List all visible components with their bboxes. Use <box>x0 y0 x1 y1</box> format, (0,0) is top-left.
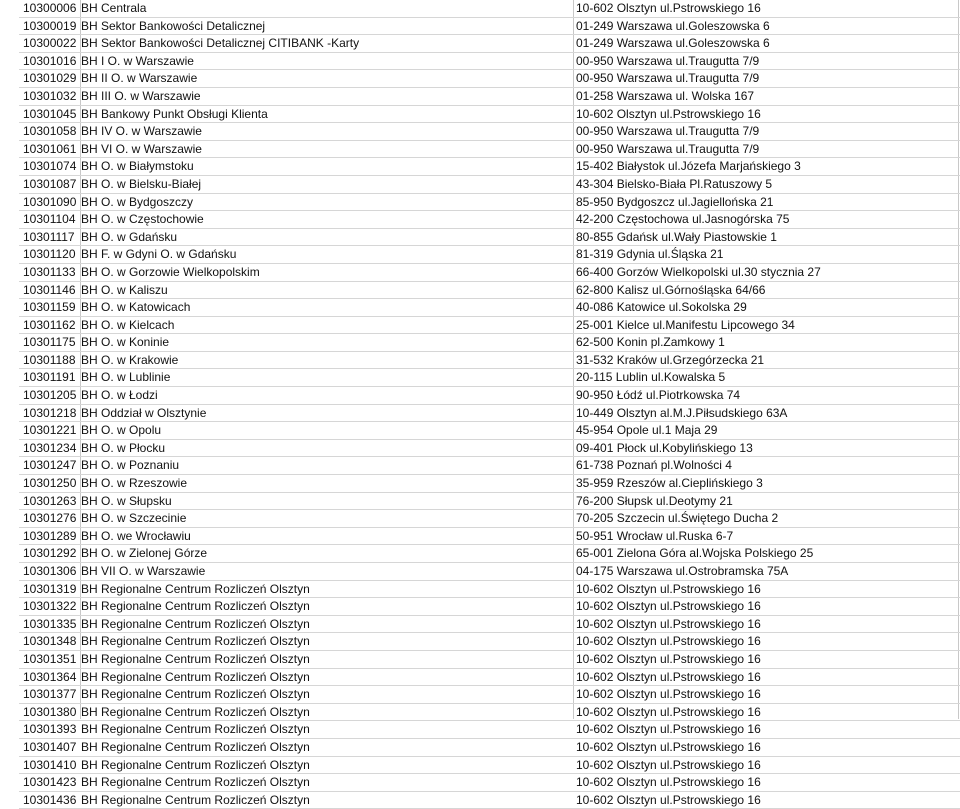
branch-code: 10301032 <box>23 88 77 103</box>
branch-name: BH Regionalne Centrum Rozliczeń Olsztyn <box>81 757 310 772</box>
branch-name: BH VI O. w Warszawie <box>81 141 202 156</box>
table-row <box>19 0 960 18</box>
table-row <box>19 88 960 106</box>
branch-name: BH Sektor Bankowości Detalicznej <box>81 18 266 33</box>
table-row <box>19 510 960 528</box>
branch-address: 65-001 Zielona Góra al.Wojska Polskiego 25 <box>576 546 814 561</box>
branch-name: BH Regionalne Centrum Rozliczeń Olsztyn <box>81 651 310 666</box>
branch-address: 10-602 Olsztyn ul.Pstrowskiego 16 <box>576 599 761 614</box>
branch-code: 10301306 <box>23 564 77 578</box>
branch-name: BH O. w Katowicach <box>81 300 191 315</box>
table-row <box>19 739 960 757</box>
branch-address: 80-855 Gdańsk ul.Wały Piastowskie 1 <box>576 229 777 244</box>
table-row <box>19 246 960 264</box>
branch-code: 10301289 <box>23 528 77 543</box>
table-row <box>19 282 960 300</box>
branch-address: 00-950 Warszawa ul.Traugutta 7/9 <box>576 53 760 68</box>
branch-address: 42-200 Częstochowa ul.Jasnogórska 75 <box>576 212 790 227</box>
table-row <box>19 141 960 159</box>
branch-address: 10-602 Olsztyn ul.Pstrowskiego 16 <box>576 739 761 754</box>
branch-address: 10-602 Olsztyn ul.Pstrowskiego 16 <box>576 651 761 666</box>
branch-address: 25-001 Kielce ul.Manifestu Lipcowego 34 <box>576 317 795 332</box>
branch-code: 10301410 <box>23 757 77 772</box>
branch-code: 10301377 <box>23 687 77 702</box>
branch-code: 10301159 <box>23 300 76 315</box>
branch-name: BH F. w Gdyni O. w Gdańsku <box>81 247 237 262</box>
table-row <box>19 35 960 53</box>
branch-name: BH O. w Gorzowie Wielkopolskim <box>81 264 260 279</box>
branch-address: 10-602 Olsztyn ul.Pstrowskiego 16 <box>576 792 761 807</box>
branch-name: BH III O. w Warszawie <box>81 88 201 103</box>
branch-name: BH O. w Rzeszowie <box>81 476 188 491</box>
branch-address: 45-954 Opole ul.1 Maja 29 <box>576 423 718 438</box>
branch-code: 10301393 <box>23 722 77 737</box>
branch-name: BH I O. w Warszawie <box>81 53 194 68</box>
table-row <box>19 581 960 599</box>
branch-address: 76-200 Słupsk ul.Deotymy 21 <box>576 493 733 508</box>
branch-address: 04-175 Warszawa ul.Ostrobramska 75A <box>576 564 789 578</box>
branch-code: 10301120 <box>23 247 76 262</box>
branch-code: 10301058 <box>23 124 77 139</box>
table-row <box>19 563 960 581</box>
table-row <box>19 317 960 335</box>
table-row <box>19 369 960 387</box>
branch-address: 50-951 Wrocław ul.Ruska 6-7 <box>576 528 734 543</box>
bank-branch-table <box>19 0 960 809</box>
branch-name: BH O. w Krakowie <box>81 352 179 367</box>
branch-name: BH O. w Zielonej Górze <box>81 546 208 561</box>
branch-address: 00-950 Warszawa ul.Traugutta 7/9 <box>576 141 760 156</box>
branch-name: BH Regionalne Centrum Rozliczeń Olsztyn <box>81 792 310 807</box>
table-row <box>19 334 960 352</box>
branch-code: 10301045 <box>23 106 77 121</box>
branch-address: 62-500 Konin pl.Zamkowy 1 <box>576 335 725 350</box>
branch-code: 10301221 <box>23 423 77 438</box>
table-row <box>19 53 960 71</box>
branch-code: 10301133 <box>23 264 76 279</box>
table-row <box>19 18 960 36</box>
branch-name: BH O. w Szczecinie <box>81 511 187 526</box>
branch-code: 10301423 <box>23 775 77 790</box>
table-row <box>19 352 960 370</box>
branch-name: BH O. w Opolu <box>81 423 162 438</box>
branch-address: 10-602 Olsztyn ul.Pstrowskiego 16 <box>576 722 761 737</box>
branch-address: 10-602 Olsztyn ul.Pstrowskiego 16 <box>576 669 761 684</box>
branch-name: BH Regionalne Centrum Rozliczeń Olsztyn <box>81 775 310 790</box>
table-row <box>19 211 960 229</box>
branch-code: 10301319 <box>23 581 77 596</box>
branch-code: 10301016 <box>23 53 77 68</box>
branch-name: BH Oddział w Olsztynie <box>81 405 207 420</box>
branch-address: 35-959 Rzeszów al.Cieplińskiego 3 <box>576 476 763 491</box>
branch-address: 00-950 Warszawa ul.Traugutta 7/9 <box>576 124 760 139</box>
branch-name: BH VII O. w Warszawie <box>81 564 206 578</box>
branch-address: 15-402 Białystok ul.Józefa Marjańskiego 3 <box>576 159 801 174</box>
branch-address: 01-249 Warszawa ul.Goleszowska 6 <box>576 18 770 33</box>
branch-name: BH Regionalne Centrum Rozliczeń Olsztyn <box>81 599 310 614</box>
branch-name: BH O. w Bydgoszczy <box>81 194 194 209</box>
branch-code: 10300006 <box>23 1 77 15</box>
table-row <box>19 194 960 212</box>
table-row <box>19 475 960 493</box>
branch-address: 10-602 Olsztyn ul.Pstrowskiego 16 <box>576 634 761 649</box>
table-row <box>19 264 960 282</box>
branch-name: BH Regionalne Centrum Rozliczeń Olsztyn <box>81 722 310 737</box>
branch-code: 10301380 <box>23 704 77 719</box>
branch-name: BH Regionalne Centrum Rozliczeń Olsztyn <box>81 581 310 596</box>
table-row <box>19 545 960 563</box>
branch-address: 10-602 Olsztyn ul.Pstrowskiego 16 <box>576 581 761 596</box>
branch-code: 10301061 <box>23 141 77 156</box>
branch-code: 10301175 <box>23 335 76 350</box>
branch-name: BH O. w Słupsku <box>81 493 172 508</box>
branch-code: 10301146 <box>23 282 76 297</box>
branch-address: 31-532 Kraków ul.Grzegórzecka 21 <box>576 352 765 367</box>
branch-code: 10301117 <box>23 229 75 244</box>
branch-code: 10300019 <box>23 18 77 33</box>
branch-code: 10301188 <box>23 352 76 367</box>
branch-code: 10301162 <box>23 317 76 332</box>
table-row <box>19 651 960 669</box>
branch-address: 81-319 Gdynia ul.Śląska 21 <box>576 247 724 262</box>
branch-name: BH Bankowy Punkt Obsługi Klienta <box>81 106 268 121</box>
branch-address: 66-400 Gorzów Wielkopolski ul.30 stycznia 27 <box>576 264 821 279</box>
table-row <box>19 405 960 423</box>
branch-name: BH O. w Kaliszu <box>81 282 168 297</box>
branch-name: BH O. w Częstochowie <box>81 212 204 227</box>
branch-code: 10301234 <box>23 440 77 455</box>
branch-code: 10301104 <box>23 212 76 227</box>
branch-code: 10301247 <box>23 458 77 473</box>
branch-code: 10301218 <box>23 405 77 420</box>
branch-code: 10301205 <box>23 388 77 403</box>
table-row <box>19 528 960 546</box>
branch-name: BH O. w Gdańsku <box>81 229 178 244</box>
branch-name: BH O. w Białymstoku <box>81 159 194 174</box>
table-row <box>19 669 960 687</box>
branch-code: 10301335 <box>23 616 77 631</box>
table-row <box>19 493 960 511</box>
branch-name: BH O. w Płocku <box>81 440 166 455</box>
branch-address: 10-602 Olsztyn ul.Pstrowskiego 16 <box>576 757 761 772</box>
table-row <box>19 457 960 475</box>
branch-code: 10301407 <box>23 739 77 754</box>
branch-name: BH O. w Bielsku-Białej <box>81 176 202 191</box>
branch-code: 10301250 <box>23 476 77 491</box>
branch-name: BH Regionalne Centrum Rozliczeń Olsztyn <box>81 687 310 702</box>
branch-name: BH IV O. w Warszawie <box>81 124 202 139</box>
branch-name: BH Regionalne Centrum Rozliczeń Olsztyn <box>81 704 310 719</box>
branch-name: BH O. w Koninie <box>81 335 170 350</box>
branch-code: 10301364 <box>23 669 77 684</box>
table-row <box>19 633 960 651</box>
branch-address: 43-304 Bielsko-Biała Pl.Ratuszowy 5 <box>576 176 773 191</box>
table-row <box>19 106 960 124</box>
table-row <box>19 422 960 440</box>
branch-code: 10301191 <box>23 370 76 385</box>
table-row <box>19 440 960 458</box>
branch-code: 10301263 <box>23 493 77 508</box>
branch-address: 62-800 Kalisz ul.Górnośląska 64/66 <box>576 282 766 297</box>
branch-name: BH Regionalne Centrum Rozliczeń Olsztyn <box>81 669 310 684</box>
branch-code: 10301090 <box>23 194 77 209</box>
branch-address: 10-602 Olsztyn ul.Pstrowskiego 16 <box>576 1 761 15</box>
branch-code: 10301074 <box>23 159 77 174</box>
table-row <box>19 757 960 775</box>
branch-name: BH II O. w Warszawie <box>81 71 198 86</box>
branch-code: 10301029 <box>23 71 77 86</box>
table-row <box>19 721 960 739</box>
branch-code: 10300022 <box>23 36 77 51</box>
table-row <box>19 70 960 88</box>
branch-code: 10301348 <box>23 634 77 649</box>
table-row <box>19 686 960 704</box>
branch-address: 10-602 Olsztyn ul.Pstrowskiego 16 <box>576 616 761 631</box>
branch-address: 90-950 Łódź ul.Piotrkowska 74 <box>576 388 741 403</box>
table-row <box>19 229 960 247</box>
branch-code: 10301087 <box>23 176 77 191</box>
table-row <box>19 158 960 176</box>
branch-address: 61-738 Poznań pl.Wolności 4 <box>576 458 732 473</box>
table-row <box>19 387 960 405</box>
branch-address: 00-950 Warszawa ul.Traugutta 7/9 <box>576 71 760 86</box>
branch-address: 10-602 Olsztyn ul.Pstrowskiego 16 <box>576 775 761 790</box>
branch-code: 10301351 <box>23 651 77 666</box>
table-row <box>19 616 960 634</box>
branch-name: BH Regionalne Centrum Rozliczeń Olsztyn <box>81 616 310 631</box>
branch-code: 10301436 <box>23 792 77 807</box>
branch-address: 09-401 Płock ul.Kobylińskiego 13 <box>576 440 753 455</box>
branch-address: 70-205 Szczecin ul.Świętego Ducha 2 <box>576 511 779 526</box>
branch-address: 85-950 Bydgoszcz ul.Jagiellońska 21 <box>576 194 774 209</box>
branch-name: BH Regionalne Centrum Rozliczeń Olsztyn <box>81 739 310 754</box>
branch-address: 10-602 Olsztyn ul.Pstrowskiego 16 <box>576 704 761 719</box>
branch-name: BH O. w Lublinie <box>81 370 171 385</box>
table-row <box>19 774 960 792</box>
branch-address: 10-602 Olsztyn ul.Pstrowskiego 16 <box>576 687 761 702</box>
branch-address: 40-086 Katowice ul.Sokolska 29 <box>576 300 747 315</box>
table-row <box>19 598 960 616</box>
branch-name: BH O. we Wrocławiu <box>81 528 191 543</box>
branch-address: 20-115 Lublin ul.Kowalska 5 <box>576 370 726 385</box>
table-row <box>19 176 960 194</box>
branch-address: 01-249 Warszawa ul.Goleszowska 6 <box>576 36 770 51</box>
branch-name: BH O. w Łodzi <box>81 388 158 403</box>
branch-name: BH O. w Kielcach <box>81 317 175 332</box>
branch-name: BH Sektor Bankowości Detalicznej CITIBANK -Karty <box>81 36 360 51</box>
branch-code: 10301292 <box>23 546 77 561</box>
branch-name: BH Centrala <box>81 1 147 15</box>
table-row <box>19 123 960 141</box>
branch-name: BH O. w Poznaniu <box>81 458 180 473</box>
table-body <box>19 0 960 809</box>
branch-address: 01-258 Warszawa ul. Wolska 167 <box>576 88 755 103</box>
table-row <box>19 792 960 809</box>
branch-address: 10-602 Olsztyn ul.Pstrowskiego 16 <box>576 106 761 121</box>
branch-name: BH Regionalne Centrum Rozliczeń Olsztyn <box>81 634 310 649</box>
branch-code: 10301276 <box>23 511 77 526</box>
table-row <box>19 299 960 317</box>
branch-address: 10-449 Olsztyn al.M.J.Piłsudskiego 63A <box>576 405 788 420</box>
branch-code: 10301322 <box>23 599 77 614</box>
